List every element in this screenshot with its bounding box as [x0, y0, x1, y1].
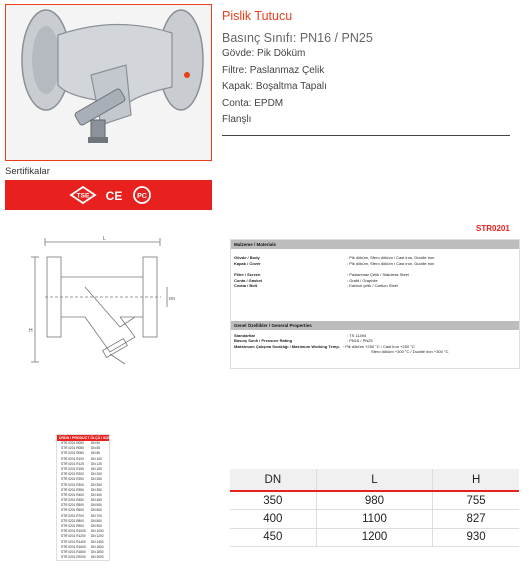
table-cell: 450: [230, 528, 316, 547]
product-code-cell: STR 0201 R450: [61, 498, 84, 503]
product-code-cell: STR 0201 R1600: [61, 544, 86, 549]
table-row: [230, 510, 519, 529]
length-label: L: [103, 236, 106, 242]
product-code-cell: STR 0201 R1800: [61, 549, 86, 554]
pressure-class: Basınç Sınıfı: PN16 / PN25: [222, 31, 373, 45]
product-code-table: [56, 434, 110, 561]
size-cell: DN 100: [91, 456, 102, 461]
body-material: Gövde: Pik Döküm: [222, 48, 306, 59]
size-cell: DN 500: [91, 503, 102, 508]
table-cell: 755: [433, 491, 519, 510]
product-code-cell: STR 0201 R100: [61, 456, 84, 461]
height-label: H: [29, 328, 33, 334]
svg-text:TSE: TSE: [76, 192, 90, 200]
size-cell: DN 200: [91, 472, 102, 477]
size-cell: DN 1400: [91, 539, 104, 544]
column-header: H: [433, 469, 519, 491]
table-cell: 827: [433, 510, 519, 529]
product-code-cell: STR 0201 R500: [61, 503, 84, 508]
certificates-bar: [5, 180, 212, 210]
certificates-label: Sertifikalar: [5, 166, 50, 177]
size-cell: DN 50: [91, 441, 101, 445]
product-code-cell: STR 0201 R900: [61, 524, 84, 528]
product-code-cell: STR 0201 R300: [61, 482, 84, 487]
product-code-cell: STR 0201 R125: [61, 461, 84, 466]
column-header: L: [316, 469, 433, 491]
table-cell: 980: [316, 491, 433, 510]
table-cell: 400: [230, 510, 316, 529]
table-cell: 1200: [316, 528, 433, 547]
divider: [222, 135, 510, 136]
table-cell: 350: [230, 491, 316, 510]
product-code: STR0201: [476, 224, 510, 233]
spec-row: Maksimum Çalışma Sıcaklığı / Maximum Working Temp. : Pik döküm +250 °C / Cast iron +250 °C: [234, 343, 415, 349]
materials-heading: Malzeme / Materials: [231, 240, 519, 249]
ce-mark-icon: [103, 185, 125, 205]
size-cell: DN 300: [91, 482, 102, 487]
column-header: DN: [230, 469, 316, 491]
svg-text:PC: PC: [137, 193, 147, 200]
product-code-cell: STR 0201 R800: [61, 518, 84, 523]
spec-row: Kapak / Cover : Pik döküm, Sfero döküm / Cast iron, Ductile iron: [234, 260, 435, 266]
size-cell: DN 400: [91, 492, 102, 497]
gasket-material: Conta: EPDM: [222, 97, 284, 109]
size-cell: DN 125: [91, 461, 102, 466]
size-cell: DN 1000: [91, 529, 104, 534]
size-cell: DN 1600: [91, 544, 104, 549]
product-code-cell: STR 0201 R350: [61, 487, 84, 492]
size-cell: DN 350: [91, 487, 102, 492]
product-code-cell: STR 0201 R2000: [61, 555, 86, 560]
product-code-cell: STR 0201 R600: [61, 508, 84, 513]
svg-text:CE: CE: [105, 189, 123, 203]
table-row: [230, 528, 519, 547]
code-table-header: ÜRÜN / PRODUCT ÖLÇÜ / SIZE: [59, 436, 111, 440]
spec-row: Filtre / Screen : Paslanmaz Çelik / Stainless Steel: [234, 272, 409, 277]
product-code-cell: STR 0201 R700: [61, 513, 84, 518]
cover-type: Kapak: Boşaltma Tapalı: [222, 81, 327, 92]
spec-row: Standartlar : TS 11494: [234, 332, 367, 338]
product-code-cell: STR 0201 R400: [61, 492, 84, 497]
size-cell: DN 150: [91, 466, 102, 471]
general-heading: Genel Özellikler / General Properties: [231, 321, 519, 330]
product-code-cell: STR 0201 R150: [61, 466, 84, 471]
spec-row: Conta / Gasket : Grafit / Graphite: [234, 277, 378, 283]
table-cell: 930: [433, 528, 519, 547]
connection-type: Flanşlı: [222, 114, 252, 125]
product-code-cell: STR 0201 R250: [61, 477, 84, 482]
size-cell: DN 1200: [91, 534, 104, 539]
technical-drawing: [25, 232, 175, 377]
product-code-cell: STR 0201 R050: [61, 441, 84, 445]
product-photo: [5, 4, 212, 161]
size-cell: DN 2000: [91, 555, 104, 560]
product-code-cell: STR 0201 R080: [61, 451, 84, 456]
dn-label: DN: [169, 296, 175, 301]
size-cell: DN 80: [91, 451, 101, 456]
table-cell: 1100: [316, 510, 433, 529]
size-cell: DN 250: [91, 477, 102, 482]
product-title: Pislik Tutucu: [222, 9, 293, 23]
product-code-cell: STR 0201 R1000: [61, 529, 86, 534]
filter-material: Filtre: Paslanmaz Çelik: [222, 64, 325, 76]
product-code-cell: STR 0201 R1400: [61, 539, 86, 544]
tse-logo-icon: [69, 185, 97, 205]
size-cell: DN 65: [91, 446, 101, 451]
spec-row: Gövde / Body : Pik döküm, Sfero döküm / Cast iron, Ductile iron: [234, 255, 435, 260]
size-cell: DN 700: [91, 513, 102, 518]
product-code-cell: STR 0201 R065: [61, 446, 84, 451]
product-code-cell: STR 0201 R1200: [61, 534, 86, 539]
strainer-image: [6, 5, 212, 161]
size-cell: DN 600: [91, 508, 102, 513]
size-cell: DN 1800: [91, 549, 104, 554]
size-cell: DN 800: [91, 518, 102, 523]
size-cell: DN 900: [91, 524, 102, 528]
product-code-cell: STR 0201 R200: [61, 472, 84, 477]
dimension-table: [230, 469, 519, 547]
product-info: [222, 8, 512, 136]
code-table-row: [57, 555, 109, 560]
pc-mark-icon: [132, 185, 152, 205]
spec-row: Cıvata / Bolt : Karbon çelik / Carbon Steel: [234, 283, 398, 288]
size-cell: DN 450: [91, 498, 102, 503]
spec-table: [230, 239, 520, 369]
spec-row: Sfero döküm +300 °C / Ductile iron +300 °C: [371, 349, 449, 354]
spec-row: Basınç Sınıfı / Pressure Rating : PN16 / PN25: [234, 338, 373, 343]
table-row: [230, 491, 519, 510]
